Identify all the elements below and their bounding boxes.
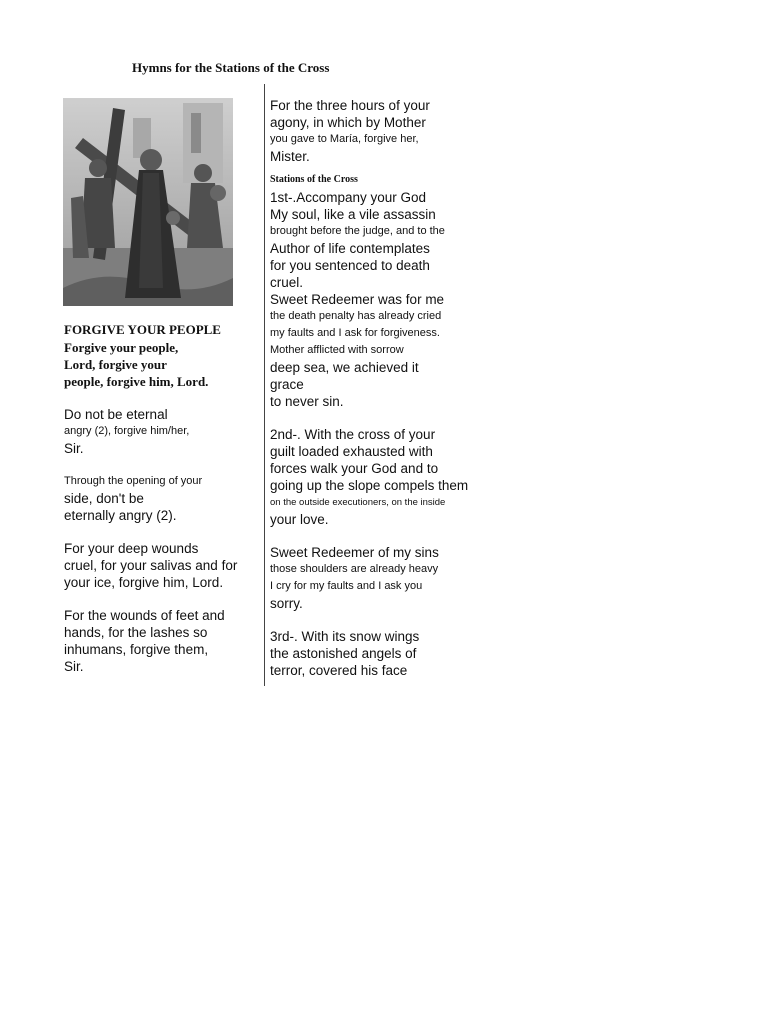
stanza-line: your ice, forgive him, Lord. [64,575,224,590]
verse-line: grace [270,377,304,392]
verse-line: 3rd-. With its snow wings [270,629,420,644]
verse-line: my faults and I ask for forgiveness. [270,327,440,339]
refrain-line: Lord, forgive your [64,357,167,372]
verse-line: deep sea, we achieved it [270,360,419,375]
verse-line: sorry. [270,596,303,611]
section-title: Stations of the Cross [270,174,358,185]
station-3 [270,628,500,679]
stanza-line: eternally angry (2). [64,508,177,523]
verse-line: your love. [270,512,329,527]
stanza [64,473,249,524]
refrain-line: Forgive your people, [64,340,179,355]
left-column [64,321,249,675]
stanza-line: side, don't be [64,491,144,506]
verse-line: Sweet Redeemer of my sins [270,545,439,560]
verse-line: you gave to María, forgive her, [270,133,419,145]
verse-line: to never sin. [270,394,344,409]
refrain-line: people, forgive him, Lord. [64,374,209,389]
right-column [270,97,500,679]
verse-line: Author of life contemplates [270,241,430,256]
stanza-line: For your deep wounds [64,541,199,556]
station-1 [270,189,500,410]
page-title: Hymns for the Stations of the Cross [132,60,330,75]
verse-line: Sweet Redeemer was for me [270,292,445,307]
stanza-line: Sir. [64,441,84,456]
stanza-line: inhumans, forgive them, [64,642,209,657]
stanza-line: hands, for the lashes so [64,625,208,640]
stanza [64,406,249,457]
verse-line: I cry for my faults and I ask you [270,580,423,592]
verse-line: 1st-.Accompany your God [270,190,427,205]
stanza [64,540,249,591]
verse-line: forces walk your God and to [270,461,439,476]
hymn-refrain [64,339,249,390]
verse-line: agony, in which by Mother [270,115,426,130]
verse-line: Mother afflicted with sorrow [270,344,404,356]
stanza-line: For the wounds of feet and [64,608,225,623]
verse-line: 2nd-. With the cross of your [270,427,436,442]
stanza-line: Do not be eternal [64,407,168,422]
verse-line: guilt loaded exhausted with [270,444,433,459]
stanza-line: angry (2), forgive him/her, [64,425,190,437]
stanza-line: cruel, for your salivas and for [64,558,238,573]
jesus-carrying-cross-illustration [63,98,233,306]
verse-line: for you sentenced to death [270,258,430,273]
verse-line: brought before the judge, and to the [270,225,445,237]
verse-line: cruel. [270,275,304,290]
stanza-line: Sir. [64,659,84,674]
hymn-title: FORGIVE YOUR PEOPLE [64,322,221,337]
verse-line: For the three hours of your [270,98,430,113]
verse-line: the astonished angels of [270,646,417,661]
station-2 [270,426,500,612]
verse-line: My soul, like a vile assassin [270,207,436,222]
stanza [64,607,249,675]
intro-verse [270,97,500,165]
stanza-line: Through the opening of your [64,475,203,487]
verse-line: those shoulders are already heavy [270,563,439,575]
verse-line: Mister. [270,149,310,164]
column-divider [264,84,265,686]
verse-line: going up the slope compels them [270,478,469,493]
verse-line: terror, covered his face [270,663,408,678]
verse-line: the death penalty has already cried [270,310,442,322]
verse-line: on the outside executioners, on the inside [270,497,446,508]
